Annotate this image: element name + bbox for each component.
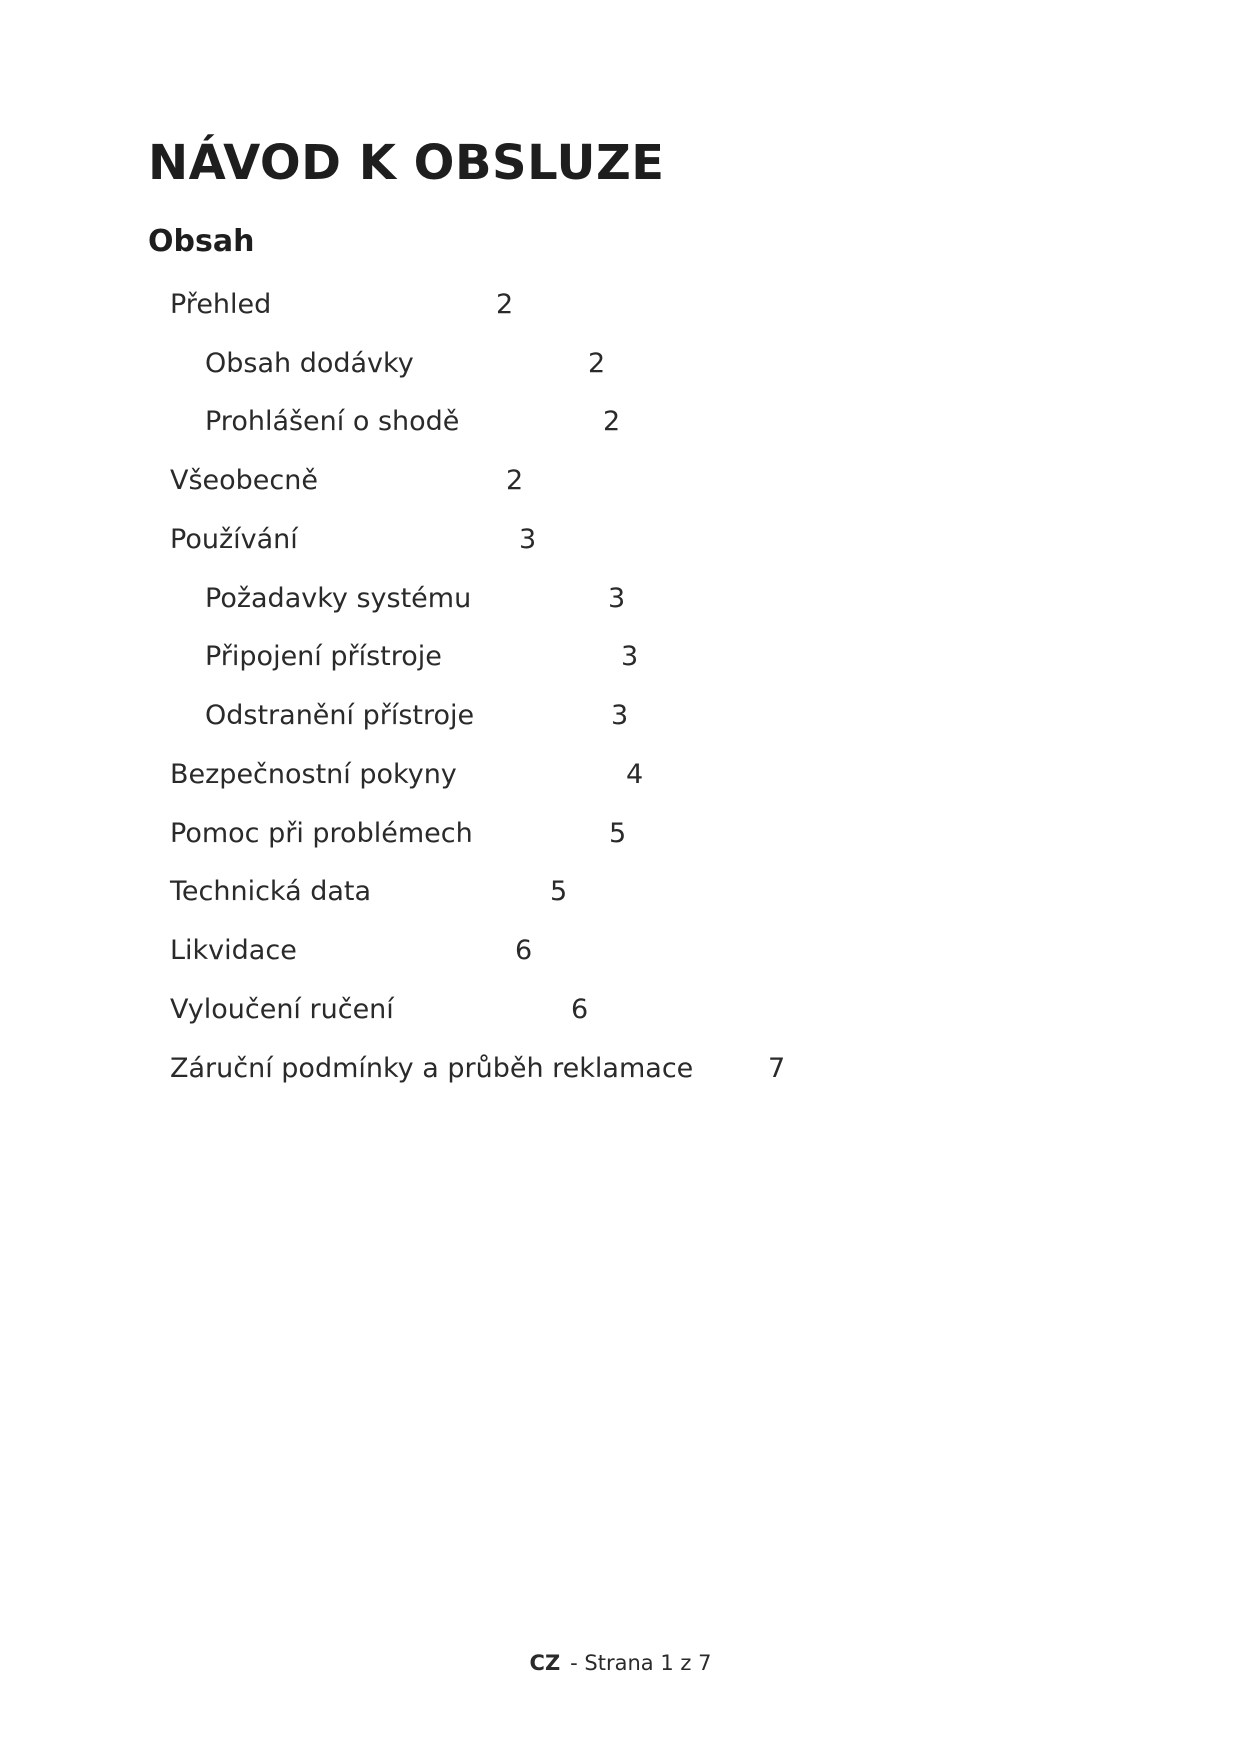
- toc-entry-page: 2: [588, 348, 606, 379]
- toc-entry-page: 4: [626, 759, 644, 790]
- toc-entry-page: 3: [608, 583, 626, 614]
- toc-entry-label: Pomoc při problémech: [170, 818, 473, 849]
- toc-entry-label: Všeobecně: [170, 465, 318, 496]
- toc-entry-label: Požadavky systému: [205, 583, 472, 614]
- document-title: NÁVOD K OBSLUZE: [148, 135, 665, 191]
- toc-entry-page: 6: [571, 994, 589, 1025]
- toc-entry-label: Likvidace: [170, 935, 297, 966]
- toc-entry-page: 2: [496, 289, 514, 320]
- toc-heading: Obsah: [148, 224, 255, 259]
- toc-entry-page: 7: [768, 1053, 786, 1084]
- toc-entry-label: Bezpečnostní pokyny: [170, 759, 457, 790]
- toc-entry-label: Připojení přístroje: [205, 641, 442, 672]
- language-code: CZ: [529, 1651, 561, 1675]
- toc-entry-label: Obsah dodávky: [205, 348, 414, 379]
- toc-entry-label: Odstranění přístroje: [205, 700, 475, 731]
- toc-entry-label: Záruční podmínky a průběh reklamace: [170, 1053, 694, 1084]
- toc-entry-page: 2: [506, 465, 524, 496]
- page-number: - Strana 1 z 7: [570, 1651, 712, 1675]
- toc-entry-page: 5: [609, 818, 627, 849]
- page-footer: [0, 1648, 1241, 1678]
- toc-entry-label: Vyloučení ručení: [170, 994, 394, 1025]
- toc-entry-page: 6: [515, 935, 533, 966]
- toc-entry-page: 3: [519, 524, 537, 555]
- toc-entry-label: Prohlášení o shodě: [205, 406, 460, 437]
- toc-entry-page: 5: [550, 876, 568, 907]
- toc-entry-label: Přehled: [170, 289, 272, 320]
- toc-entry-page: 2: [603, 406, 621, 437]
- toc-entry-page: 3: [621, 641, 639, 672]
- toc-entry-page: 3: [611, 700, 629, 731]
- toc-entry-label: Technická data: [170, 876, 372, 907]
- toc-entry-label: Používání: [170, 524, 298, 555]
